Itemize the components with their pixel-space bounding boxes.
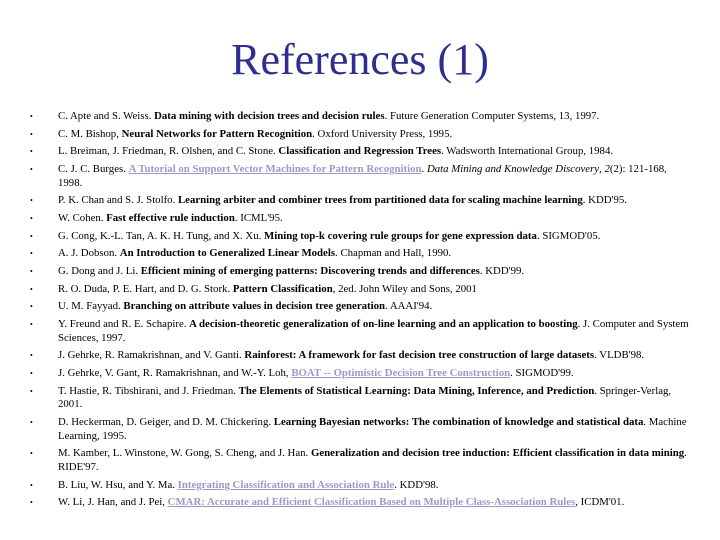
reference-title: Classification and Regression Trees	[278, 145, 442, 158]
reference-text: . SIGMOD'05.	[536, 229, 601, 242]
reference-venue: 2	[604, 163, 610, 176]
bullet-icon: •	[30, 196, 33, 206]
reference-text: . AAAI'94.	[385, 300, 433, 313]
reference-text: , ICDM'01.	[575, 496, 625, 509]
reference-title: Data mining with decision trees and decision rules	[154, 110, 385, 122]
reference-text: . Chapman and Hall, 1990.	[335, 247, 452, 260]
reference-item	[30, 163, 692, 190]
reference-text: . Future Generation Computer Systems, 13, 1997.	[384, 110, 600, 122]
bullet-icon: •	[30, 320, 33, 330]
reference-text: D. Heckerman, D. Geiger, and D. M. Chickering.	[58, 416, 274, 429]
reference-item	[30, 385, 692, 412]
reference-text: U. M. Fayyad.	[58, 300, 124, 313]
reference-text: B. Liu, W. Hsu, and Y. Ma.	[58, 478, 178, 491]
reference-text: . Machine Learning, 1995.	[58, 416, 687, 442]
reference-text: P. K. Chan and S. J. Stolfo.	[58, 194, 178, 207]
reference-text: W. Li, J. Han, and J. Pei,	[58, 496, 168, 509]
reference-title: Neural Networks for Pattern Recognition	[121, 127, 313, 140]
reference-text: . RIDE'97.	[58, 447, 687, 473]
bullet-icon: •	[30, 112, 33, 121]
reference-text: . KDD'95.	[582, 194, 627, 207]
reference-text: A. J. Dobson.	[58, 247, 120, 260]
bullet-icon: •	[30, 386, 33, 396]
reference-item	[30, 194, 692, 208]
reference-item	[30, 212, 692, 226]
reference-item	[30, 367, 692, 381]
reference-title: An Introduction to Generalized Linear Models	[119, 247, 336, 260]
slide-title: References (1)	[231, 35, 489, 84]
bullet-icon: •	[30, 498, 33, 508]
reference-text: . VLDB'98.	[594, 349, 645, 362]
reference-title: Rainforest: A framework for fast decision tree construction of large datasets	[244, 349, 595, 362]
bullet-icon: •	[30, 231, 33, 241]
reference-item	[30, 247, 692, 261]
reference-item	[30, 110, 692, 124]
reference-item	[30, 128, 692, 142]
reference-venue: Data Mining and Knowledge Discovery	[426, 163, 600, 176]
reference-item	[30, 496, 692, 510]
bullet-icon: •	[30, 480, 33, 490]
reference-text: . J. Computer and System Sciences, 1997.	[58, 318, 689, 344]
reference-list	[30, 110, 692, 514]
reference-text: .	[421, 163, 427, 176]
reference-title: A decision-theoretic generalization of on-line learning and an application to boosting	[189, 318, 578, 331]
bullet-icon: •	[30, 449, 33, 459]
reference-item	[30, 145, 692, 159]
reference-title: Learning Bayesian networks: The combination of knowledge and statistical data	[273, 416, 644, 429]
reference-title: The Elements of Statistical Learning: Data Mining, Inference, and Prediction	[238, 384, 595, 397]
reference-text: M. Kamber, L. Winstone, W. Gong, S. Cheng, and J. Han.	[58, 447, 311, 460]
reference-item	[30, 283, 692, 297]
bullet-icon: •	[30, 214, 33, 224]
bullet-icon: •	[30, 418, 33, 428]
reference-link[interactable]: BOAT -- Optimistic Decision Tree Construction	[291, 367, 511, 380]
bullet-icon: •	[30, 267, 33, 277]
reference-title: Efficient mining of emerging patterns: Discovering trends and differences	[140, 265, 480, 278]
bullet-icon: •	[30, 369, 33, 379]
bullet-icon: •	[30, 302, 33, 312]
reference-text: J. Gehrke, V. Gant, R. Ramakrishnan, and W.-Y. Loh,	[58, 367, 292, 380]
reference-text: Y. Freund and R. E. Schapire.	[58, 318, 190, 331]
reference-title: Pattern Classification	[232, 282, 333, 295]
reference-text: , 2ed. John Wiley and Sons, 2001	[332, 282, 477, 295]
reference-link[interactable]: A Tutorial on Support Vector Machines for Pattern Recognition	[128, 163, 422, 176]
reference-item	[30, 300, 692, 314]
reference-title: Generalization and decision tree induction: Efficient classification in data mining	[310, 447, 685, 460]
reference-item	[30, 265, 692, 279]
reference-text: C. Apte and S. Weiss.	[58, 110, 155, 122]
reference-item	[30, 447, 692, 474]
reference-text: C. J. C. Burges.	[58, 163, 129, 176]
reference-text: . Springer-Verlag, 2001.	[58, 384, 672, 411]
reference-text: W. Cohen.	[58, 212, 107, 225]
bullet-icon: •	[30, 284, 33, 294]
reference-link[interactable]: CMAR: Accurate and Efficient Classification Based on Multiple Class-Association Rules	[167, 496, 576, 509]
reference-text: C. M. Bishop,	[58, 127, 122, 140]
reference-text: . KDD'99.	[479, 265, 525, 278]
reference-text: L. Breiman, J. Friedman, R. Olshen, and C. Stone.	[58, 145, 279, 158]
reference-title: Branching on attribute values in decision tree generation	[123, 300, 386, 313]
reference-item	[30, 318, 692, 345]
bullet-icon: •	[30, 129, 33, 139]
reference-item	[30, 416, 692, 443]
bullet-icon: •	[30, 351, 33, 361]
reference-text: ,	[599, 163, 605, 176]
reference-title: Fast effective rule induction	[106, 212, 235, 225]
reference-text: G. Dong and J. Li.	[58, 265, 141, 278]
reference-text: . ICML'95.	[234, 212, 283, 225]
reference-item	[30, 349, 692, 363]
reference-text: . SIGMOD'99.	[510, 367, 574, 380]
reference-item	[30, 479, 692, 493]
bullet-icon: •	[30, 249, 33, 259]
reference-title: Learning arbiter and combiner trees from partitioned data for scaling machine learning	[177, 194, 583, 207]
reference-text: G. Cong, K.-L. Tan, A. K. H. Tung, and X. Xu.	[58, 229, 264, 242]
reference-item	[30, 230, 692, 244]
bullet-icon: •	[30, 165, 33, 175]
reference-text: . Oxford University Press, 1995.	[312, 127, 453, 140]
reference-text: T. Hastie, R. Tibshirani, and J. Friedman.	[58, 384, 239, 397]
reference-text: . Wadsworth International Group, 1984.	[441, 145, 614, 158]
bullet-icon: •	[30, 147, 33, 157]
reference-link[interactable]: Integrating Classification and Association Rule	[177, 478, 395, 491]
reference-text: . KDD'98.	[394, 478, 439, 491]
reference-title: Mining top-k covering rule groups for gene expression data	[264, 229, 537, 242]
reference-text: R. O. Duda, P. E. Hart, and D. G. Stork.	[58, 282, 233, 295]
reference-text: (2): 121-168, 1998.	[58, 163, 667, 189]
reference-text: J. Gehrke, R. Ramakrishnan, and V. Ganti.	[58, 349, 245, 362]
